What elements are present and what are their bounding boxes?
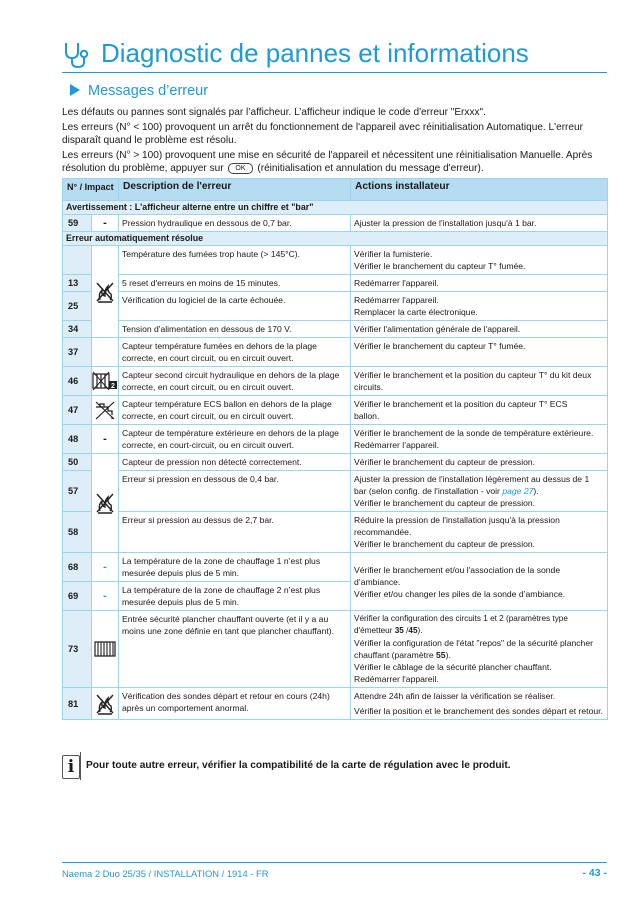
radiator-circuit-2-icon [92, 371, 118, 391]
impact-cell [92, 454, 119, 553]
ok-key-icon: OK [228, 163, 252, 174]
title-divider [62, 72, 607, 73]
section-title: Messages d’erreur [88, 83, 209, 99]
error-number: 25 [63, 292, 92, 321]
action-line: Vérifier la position et le branchement des sondes départ et retour. [354, 706, 603, 716]
installer-action [351, 512, 608, 553]
installer-action [351, 425, 608, 454]
action-text: ). [417, 626, 423, 635]
error-description: 5 reset d'erreurs en moins de 15 minutes. [119, 275, 351, 292]
error-number: 69 [63, 582, 92, 611]
heating-off-icon [94, 491, 116, 515]
band-row-warning [63, 201, 608, 215]
installer-action [351, 553, 608, 611]
table-row [63, 215, 608, 232]
impact-dash: - [103, 433, 107, 445]
action-text: / [406, 626, 409, 635]
installer-action [351, 396, 608, 425]
intro-paragraph-3-end: (réinitialisation et annulation du message d'erreur). [257, 163, 484, 174]
triangle-bullet-icon [70, 84, 80, 96]
impact-cell [92, 396, 119, 425]
error-description: La température de la zone de chauffage 1 n’est plus mesurée depuis plus de 5 min. [119, 553, 351, 582]
action-line: Vérifier le branchement du capteur T° fumée. [354, 261, 526, 271]
info-icon: i [62, 755, 80, 779]
action-line: Vérifier le branchement du capteur de pression. [354, 539, 536, 549]
action-line: Redémarrer l'appareil. [354, 674, 439, 684]
installer-action [351, 471, 608, 512]
table-row [63, 367, 608, 396]
action-line: Vérifier et/ou changer les piles de la sonde d’ambiance. [354, 588, 566, 599]
installer-action: Vérifier l'alimentation générale de l'appareil. [351, 321, 608, 338]
installer-action: Vérifier le branchement du capteur de pression. [351, 454, 608, 471]
action-line: Attendre 24h afin de laisser la vérification se réaliser. [354, 691, 556, 701]
intro-paragraph-1: Les défauts ou pannes sont signalés par l’afficheur. L’afficheur indique le code d'erreur "Erxxx". [62, 107, 486, 118]
impact-cell [92, 338, 119, 367]
impact-dash: - [103, 217, 107, 229]
impact-cell [92, 553, 119, 582]
error-description: Entrée sécurité plancher chauffant ouverte (et il y a au moins une zone définie en tant que plancher chauffant). [119, 611, 351, 688]
action-line: Vérifier le branchement de la sonde de température extérieure. [354, 428, 594, 438]
table-row [63, 454, 608, 471]
error-number: 73 [63, 611, 92, 688]
column-header-description: Description de l'erreur [119, 179, 351, 201]
table-row [63, 396, 608, 425]
error-number: 50 [63, 454, 92, 471]
page-27-link[interactable]: page 27 [502, 486, 534, 496]
installer-action [351, 246, 608, 275]
parameter-number: 55 [436, 650, 446, 660]
page-number: - 43 - [582, 867, 607, 879]
error-number [63, 246, 92, 275]
error-description: La température de la zone de chauffage 2 n’est plus mesurée depuis plus de 5 min. [119, 582, 351, 611]
error-description: Capteur de pression non détecté correctement. [119, 454, 351, 471]
section-heading [70, 83, 208, 99]
action-text: Vérifier la configuration de l'état "repos" de la sécurité plancher chauffant (paramètre [354, 638, 593, 660]
action-line: Vérifier le branchement du capteur de pression. [354, 498, 536, 508]
underfloor-heating-icon [93, 640, 117, 658]
action-line: Redémarrer l’appareil. [354, 440, 440, 450]
action-line: ballon. [354, 411, 380, 421]
error-table [62, 178, 608, 720]
table-row [63, 553, 608, 582]
page-title: Diagnostic de pannes et informations [101, 38, 529, 68]
action-line: Vérifier le branchement et la position du capteur T° ECS [354, 399, 568, 409]
installer-action: Vérifier le branchement et la position du capteur T° du kit deux circuits. [351, 367, 608, 396]
note-divider [80, 752, 81, 780]
table-row [63, 338, 608, 367]
hot-water-tap-off-icon [94, 399, 116, 421]
table-row [63, 471, 608, 512]
table-row [63, 292, 608, 321]
error-number: 37 [63, 338, 92, 367]
info-note: Pour toute autre erreur, vérifier la compatibilité de la carte de régulation avec le produit. [86, 760, 511, 771]
action-line [354, 613, 604, 637]
error-description: Erreur si pression en dessous de 0,4 bar. [119, 471, 351, 512]
error-description: Vérification du logiciel de la carte échouée. [119, 292, 351, 321]
intro-paragraph-2: Les erreurs (N° < 100) provoquent un arrêt du fonctionnement de l'appareil avec réinitialisation Automatique. L'erreur disparaît quand le problème est résolu. [62, 122, 584, 146]
action-line [354, 473, 604, 497]
installer-action: Ajuster la pression de l'installation jusqu'à 1 bar. [351, 215, 608, 232]
installer-action: Vérifier le branchement du capteur T° fumée. [351, 338, 608, 367]
error-description: Tension d'alimentation en dessous de 170 V. [119, 321, 351, 338]
table-row [63, 321, 608, 338]
impact-cell [92, 425, 119, 454]
error-number: 48 [63, 425, 92, 454]
impact-cell [92, 215, 119, 232]
error-number: 57 [63, 471, 92, 512]
action-line: Vérifier le branchement et/ou l'association de la sonde d’ambiance. [354, 564, 561, 587]
footer-divider [62, 862, 607, 863]
installer-action [351, 688, 608, 720]
action-line: Remplacer la carte électronique. [354, 307, 478, 317]
circuit-number-badge: 2 [111, 383, 115, 390]
footer-document-ref: Naema 2 Duo 25/35 / INSTALLATION / 1914 - FR [62, 868, 269, 879]
error-number: 47 [63, 396, 92, 425]
impact-cell [92, 611, 119, 688]
error-description: Capteur second circuit hydraulique en dehors de la plage correcte, en court circuit, ou en circuit ouvert. [119, 367, 351, 396]
error-description: Vérification des sondes départ et retour en cours (24h) après un comportement anormal. [119, 688, 351, 720]
table-row [63, 512, 608, 553]
error-description: Erreur si pression au dessus de 2,7 bar. [119, 512, 351, 553]
table-header-row [63, 179, 608, 201]
action-text: ). [445, 650, 451, 660]
action-line: Réduire la pression de l'installation jusqu'à la pression recommandée. [354, 515, 560, 537]
error-description: Capteur température fumées en dehors de la plage correcte, en court circuit, ou en circuit ouvert. [119, 338, 351, 367]
band-warning: Avertissement : L'afficheur alterne entre un chiffre et "bar" [63, 201, 608, 215]
intro-paragraph-3 [62, 149, 607, 175]
impact-dash: - [103, 590, 107, 602]
parameter-number: 35 [394, 626, 404, 635]
heating-off-icon [94, 692, 116, 716]
impact-dash: - [103, 561, 107, 573]
impact-cell [92, 582, 119, 611]
error-number: 34 [63, 321, 92, 338]
installer-action [351, 292, 608, 321]
error-number: 58 [63, 512, 92, 553]
column-header-number: N° / Impact [63, 179, 119, 201]
action-text: Ajuster la pression de l'installation légèrement au dessus de 1 bar (selon config. de l'installation - voir [354, 474, 590, 496]
parameter-number: 45 [408, 626, 418, 635]
error-number: 59 [63, 215, 92, 232]
impact-cell [92, 367, 119, 396]
error-number: 81 [63, 688, 92, 720]
action-line: Redémarrer l'appareil. [354, 295, 439, 305]
intro-paragraph-3-text: Les erreurs (N° > 100) provoquent une mise en sécurité de l'appareil et nécessitent une réinitialisation Manuelle. Après résolution du problème, appuyer sur [62, 150, 593, 174]
error-number: 13 [63, 275, 92, 292]
action-text: ). [533, 486, 539, 496]
table-row [63, 425, 608, 454]
error-number: 68 [63, 553, 92, 582]
table-row [63, 688, 608, 720]
impact-cell [92, 688, 119, 720]
band-row-auto [63, 232, 608, 246]
error-description: Température des fumées trop haute (> 145°C). [119, 246, 351, 275]
action-text: Vérifier la configuration des circuits 1 et 2 (paramètres type d'émetteur [354, 614, 568, 635]
table-row [63, 246, 608, 275]
column-header-actions: Actions installateur [351, 179, 608, 201]
table-row [63, 611, 608, 688]
stethoscope-icon [63, 40, 97, 70]
action-line: Vérifier la fumisterie. [354, 249, 433, 259]
installer-action: Redémarrer l'appareil. [351, 275, 608, 292]
impact-cell [92, 246, 119, 338]
table-row [63, 275, 608, 292]
band-auto: Erreur automatiquement résolue [63, 232, 608, 246]
error-description: Capteur de température extérieure en dehors de la plage correcte, en court-circuit, ou en circuit ouvert. [119, 425, 351, 454]
error-number: 46 [63, 367, 92, 396]
error-description: Capteur température ECS ballon en dehors de la plage correcte, en court circuit, ou en circuit ouvert. [119, 396, 351, 425]
error-description: Pression hydraulique en dessous de 0,7 bar. [119, 215, 351, 232]
installer-action [351, 611, 608, 688]
action-line [354, 637, 604, 661]
action-line: Vérifier le câblage de la sécurité plancher chauffant. [354, 662, 552, 672]
heating-off-icon [94, 280, 116, 304]
